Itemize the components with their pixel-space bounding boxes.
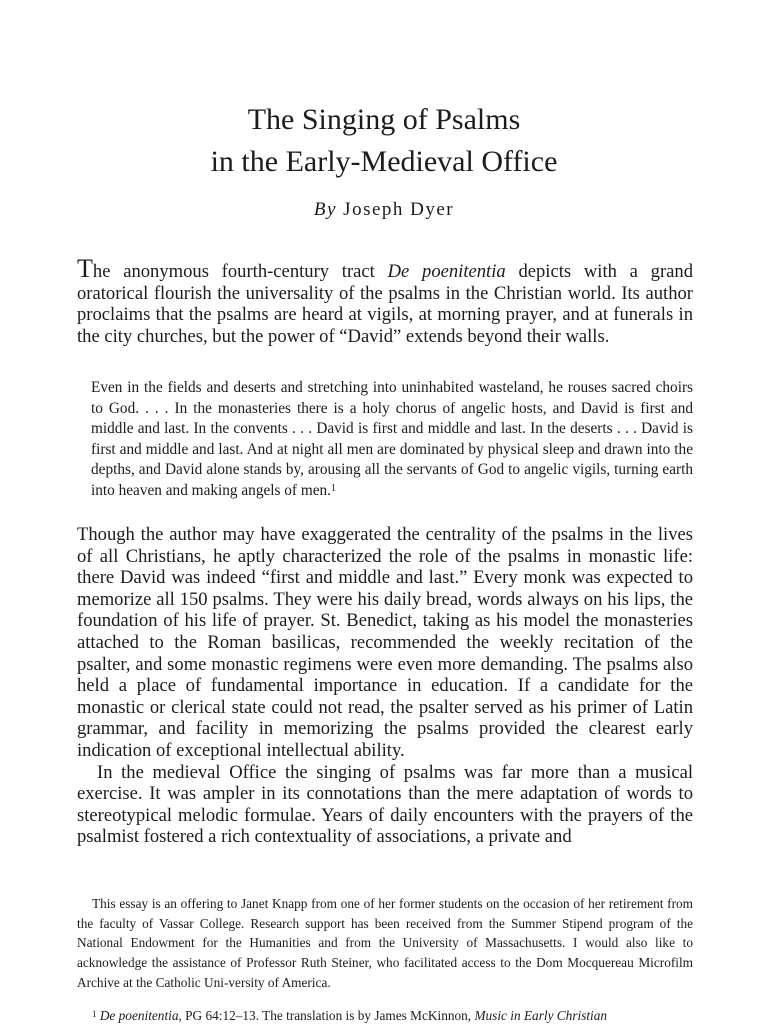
article-title-line-2: in the Early-Medieval Office	[210, 145, 558, 178]
body-paragraph: Though the author may have exaggerated the centrality of the psalms in the lives of all Christians, he aptly characterized the role of the psalms in monastic life: there David was indeed “first and middle and last.” Every monk was expected to memorize all 150 psalms. They were his daily bread, words always on his lips, the foundation of his life of prayer. St. Benedict, taking as his model the monasteries attached to the Roman basilicas, recommended the weekly recitation of the psalter, and some monastic regimens were even more demanding. The psalms also held a place of fundamental importance in education. If a candidate for the monastic or clerical state could not read, the psalter served as his primer of Latin grammar, and facility in memorizing the psalms provided the clearest early indication of exceptional intellectual ability.	[77, 524, 693, 761]
footnote-italic: De poenitentia	[99, 1008, 179, 1023]
body-paragraph: In the medieval Office the singing of psalms was far more than a musical exercise. It was ampler in its connotations than the mere adaptation of words to stereotypical melodic formulae. Years of daily encounters with the prayers of the psalmist fostered a rich contextuality of associations, a private and	[77, 761, 693, 848]
work-title: De poenitentia	[387, 261, 506, 282]
author-name: Joseph Dyer	[343, 199, 455, 220]
main-text-block	[77, 524, 693, 848]
footnote-ref: 1	[331, 482, 337, 494]
acknowledgment-note: This essay is an offering to Janet Knapp from one of her former students on the occasion of her retirement from the faculty of Vassar College. Research support has been received from the Summer Stipend program of the National Endowment for the Humanities and from the University of Massachusetts. I would also like to acknowledge the assistance of Professor Ruth Steiner, who facilitated access to the Dom Mocquereau Microfilm Archive at the Catholic Uni-versity of America.	[77, 896, 693, 990]
footnote-italic: Music in Early Christian	[474, 1008, 608, 1023]
footnote	[92, 1007, 693, 1024]
opening-paragraph-block	[77, 254, 694, 347]
byline	[0, 199, 768, 221]
article-title-line-1: The Singing of Psalms	[247, 103, 521, 136]
opening-paragraph	[77, 254, 694, 347]
footnote-text: , PG 64:12–13. The translation is by James McKinnon,	[178, 1008, 475, 1023]
footnote-number: 1	[92, 1009, 97, 1019]
paragraph-text: he anonymous fourth-century tract	[92, 261, 388, 282]
paragraph-text: depicts with a grand oratorical flourish the universality of the psalms in the Christian world. Its author proclaims that the psalms are heard at vigils, at morning prayer, and at funerals in the city churches, but the power of “David” extends beyond their walls.	[77, 261, 694, 347]
byline-prefix: By	[313, 199, 337, 220]
block-quote	[91, 378, 693, 502]
quote-text: Even in the fields and deserts and stretching into uninhabited wasteland, he rouses sacred choirs to God. . . . In the monasteries there is a holy chorus of angelic hosts, and David is first and middle and last. In the convents . . . David is first and middle and last. In the deserts . . . David is first and middle and last. And at night all men are dominated by physical sleep and drawn into the depths, and David alone stands by, arousing all the servants of God to angelic vigils, turning earth into heaven and making angels of men.	[91, 379, 693, 499]
drop-cap: T	[77, 254, 93, 283]
